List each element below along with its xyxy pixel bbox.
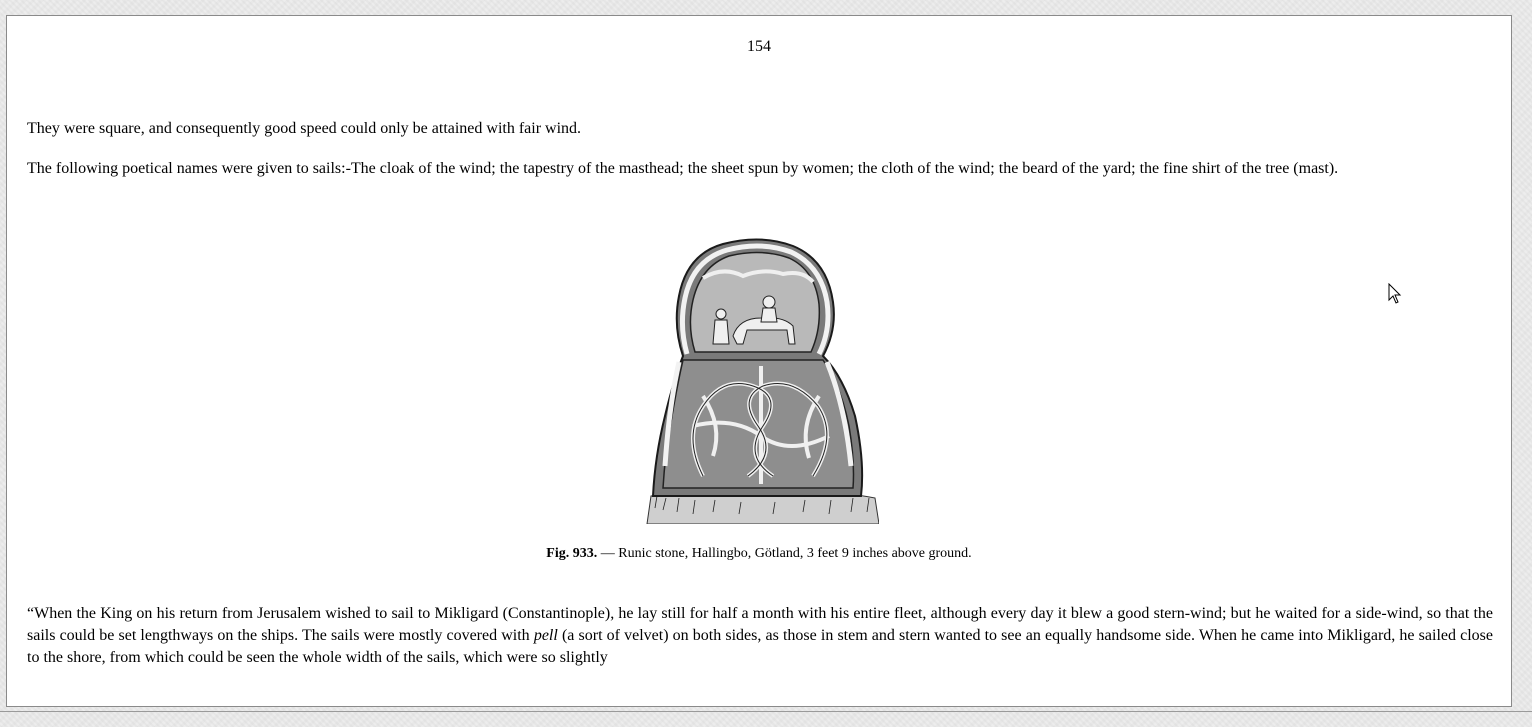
paragraph-king-part2: (a sort of velvet) on both sides, as those in stem and stern wanted to see an equally handsome side. When he came into Mikligard, he sailed close to the shore, from which could be seen the whole width of the sails, which were so slightly [27,627,1493,666]
paragraph-king-mikligard [27,603,1493,669]
paragraph-poetical-names: The following poetical names were given to sails:-The cloak of the wind; the tapestry of the masthead; the sheet spun by women; the cloth of the wind; the beard of the yard; the fine shirt of the tree (mast). [27,160,1339,177]
document-page [6,15,1512,707]
figure-caption [7,546,1511,562]
mouse-pointer-icon [1388,283,1402,305]
runic-stone-image [643,226,879,524]
paragraph-square-sails: They were square, and consequently good speed could only be attained with fair wind. [27,120,582,137]
paragraph-king-italic: pell [533,627,558,644]
paragraph-king-part1: “When the King on his return from Jerusalem wished to sail to Mikligard (Constantinople), he lay still for half a month with his entire fleet, although every day it blew a good stern-wind; but he waited for a side-wind, so that the sails could be set lengthways on the ships. The sails were mostly covered with [27,605,1493,644]
figure-caption-text: — Runic stone, Hallingbo, Götland, 3 feet 9 inches above ground. [597,546,972,561]
bottom-scroll-area [0,711,1532,727]
page-number: 154 [747,38,771,55]
figure-label: Fig. 933. [546,546,598,561]
